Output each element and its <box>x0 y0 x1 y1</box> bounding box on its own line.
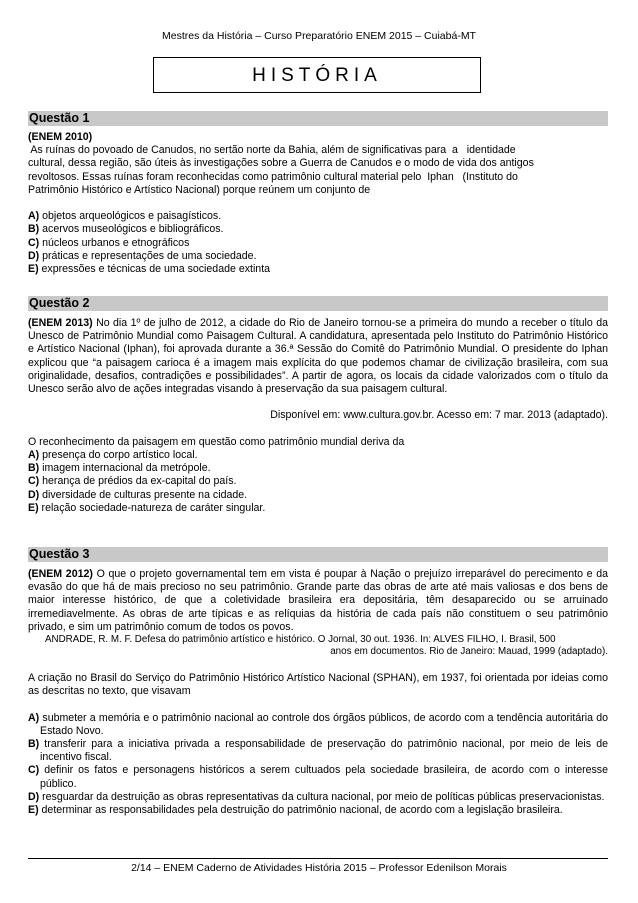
option-d: D) práticas e representações de uma sociedade. <box>28 249 257 262</box>
question-1-source: (ENEM 2010) <box>28 131 93 143</box>
question-2-prompt: O reconhecimento da paisagem em questão como patrimônio mundial deriva da <box>28 435 405 448</box>
question-3-text: (ENEM 2012) O que o projeto governamental tem em vista é poupar à Nação o prejuízo irreparável do perecimento e da evasão do que há de mais precioso no seu patrimônio. Grande parte das obras de arte até mais valiosas e dos bens de maior interesse histórico, de que a coletividade brasileira era depositária, têm desaparecido ou se arruinado irremediavelmente. As obras de arte típicas e as relíquias da história de cada país não constituem o seu patrimônio privado, e sim um patrimônio comum de todos os povos. <box>28 568 608 633</box>
question-1-line: Patrimônio Histórico e Artístico Nacional) porque reúnem um conjunto de <box>28 183 371 196</box>
option-b: B) transferir para a iniciativa privada a responsabilidade de preservação do patrimônio nacional, por meio de leis de incentivo fiscal. <box>28 738 608 764</box>
option-a: A) objetos arqueológicos e paisagísticos. <box>28 210 222 223</box>
page-header: Mestres da História – Curso Preparatório ENEM 2015 – Cuiabá-MT <box>162 30 476 42</box>
page-footer: 2/14 – ENEM Caderno de Atividades História 2015 – Professor Edenilson Morais <box>131 862 507 874</box>
question-1-body <box>28 131 608 276</box>
option-c: C) herança de prédios da ex-capital do país. <box>28 475 237 488</box>
question-3-prompt: A criação no Brasil do Serviço do Patrimônio Histórico Artístico Nacional (SPHAN), em 1937, foi orientada por ideias como as descritas no texto, que visavam <box>28 672 608 698</box>
question-2-citation: Disponível em: www.cultura.gov.br. Acesso em: 7 mar. 2013 (adaptado). <box>270 409 608 422</box>
question-1-line: As ruínas do povoado de Canudos, no sertão norte da Bahia, além de significativas para a identidade <box>28 144 516 157</box>
subject-title-box: HISTÓRIA <box>153 57 481 93</box>
option-d: D) diversidade de culturas presente na cidade. <box>28 488 248 501</box>
option-d: D) resguardar da destruição as obras representativas da cultura nacional, por meio de políticas públicas preservacionistas. <box>28 790 605 803</box>
question-2-text: (ENEM 2013) No dia 1º de julho de 2012, a cidade do Rio de Janeiro tornou-se a primeira do mundo a receber o título da Unesco de Patrimônio Mundial como Paisagem Cultural. A candidatura, apresentada pelo Instituto do Patrimônio Histórico e Artístico Nacional (Iphan), foi aprovada durante a 36.ª Sessão do Comitê do Patrimônio Mundial. O presidente do Iphan explicou que “a paisagem carioca é a imagem mais explícita do que podemos chamar de civilização brasileira, com sua originalidade, desafios, contradições e possibilidades”. A partir de agora, os locais da cidade valorizados com o título da Unesco serão alvo de ações integradas visando à preservação da sua paisagem cultural. <box>28 317 608 396</box>
question-3-body <box>28 568 608 817</box>
question-3-reference: anos em documentos. Rio de Janeiro: Mauad, 1999 (adaptado). <box>330 646 608 658</box>
question-3-reference: ANDRADE, R. M. F. Defesa do patrimônio artístico e histórico. O Jornal, 30 out. 1936. In: ALVES FILHO, I. Brasil, 500 <box>45 634 556 646</box>
option-a: A) presença do corpo artístico local. <box>28 449 198 461</box>
question-3-heading: Questão 3 <box>28 547 608 562</box>
option-e: E) expressões e técnicas de uma sociedade extinta <box>28 263 271 276</box>
option-b: B) imagem internacional da metrópole. <box>28 462 211 475</box>
question-1-line: revoltosos. Essas ruínas foram reconhecidas como patrimônio cultural material pelo Iphan (Instituto do <box>28 170 518 183</box>
question-2-body <box>28 317 608 515</box>
question-2-heading: Questão 2 <box>28 296 608 311</box>
question-1-line: cultural, dessa região, são úteis às investigações sobre a Guerra de Canudos e o modo de vida dos antigos <box>28 157 534 170</box>
option-a: A) submeter a memória e o patrimônio nacional ao controle dos órgãos públicos, de acordo com a tendência autoritária do Estado Novo. <box>28 711 608 737</box>
footer-divider <box>28 858 608 859</box>
option-e: E) determinar as responsabilidades pela destruição do patrimônio nacional, de acordo com a legislação brasileira. <box>28 804 563 817</box>
option-c: C) definir os fatos e personagens históricos a serem cultuados pela sociedade brasileira, de acordo com o interesse público. <box>28 764 608 790</box>
option-b: B) acervos museológicos e bibliográficos. <box>28 223 224 236</box>
option-c: C) núcleos urbanos e etnográficos <box>28 236 190 249</box>
question-1-heading: Questão 1 <box>28 111 608 126</box>
option-e: E) relação sociedade-natureza de caráter singular. <box>28 501 266 514</box>
